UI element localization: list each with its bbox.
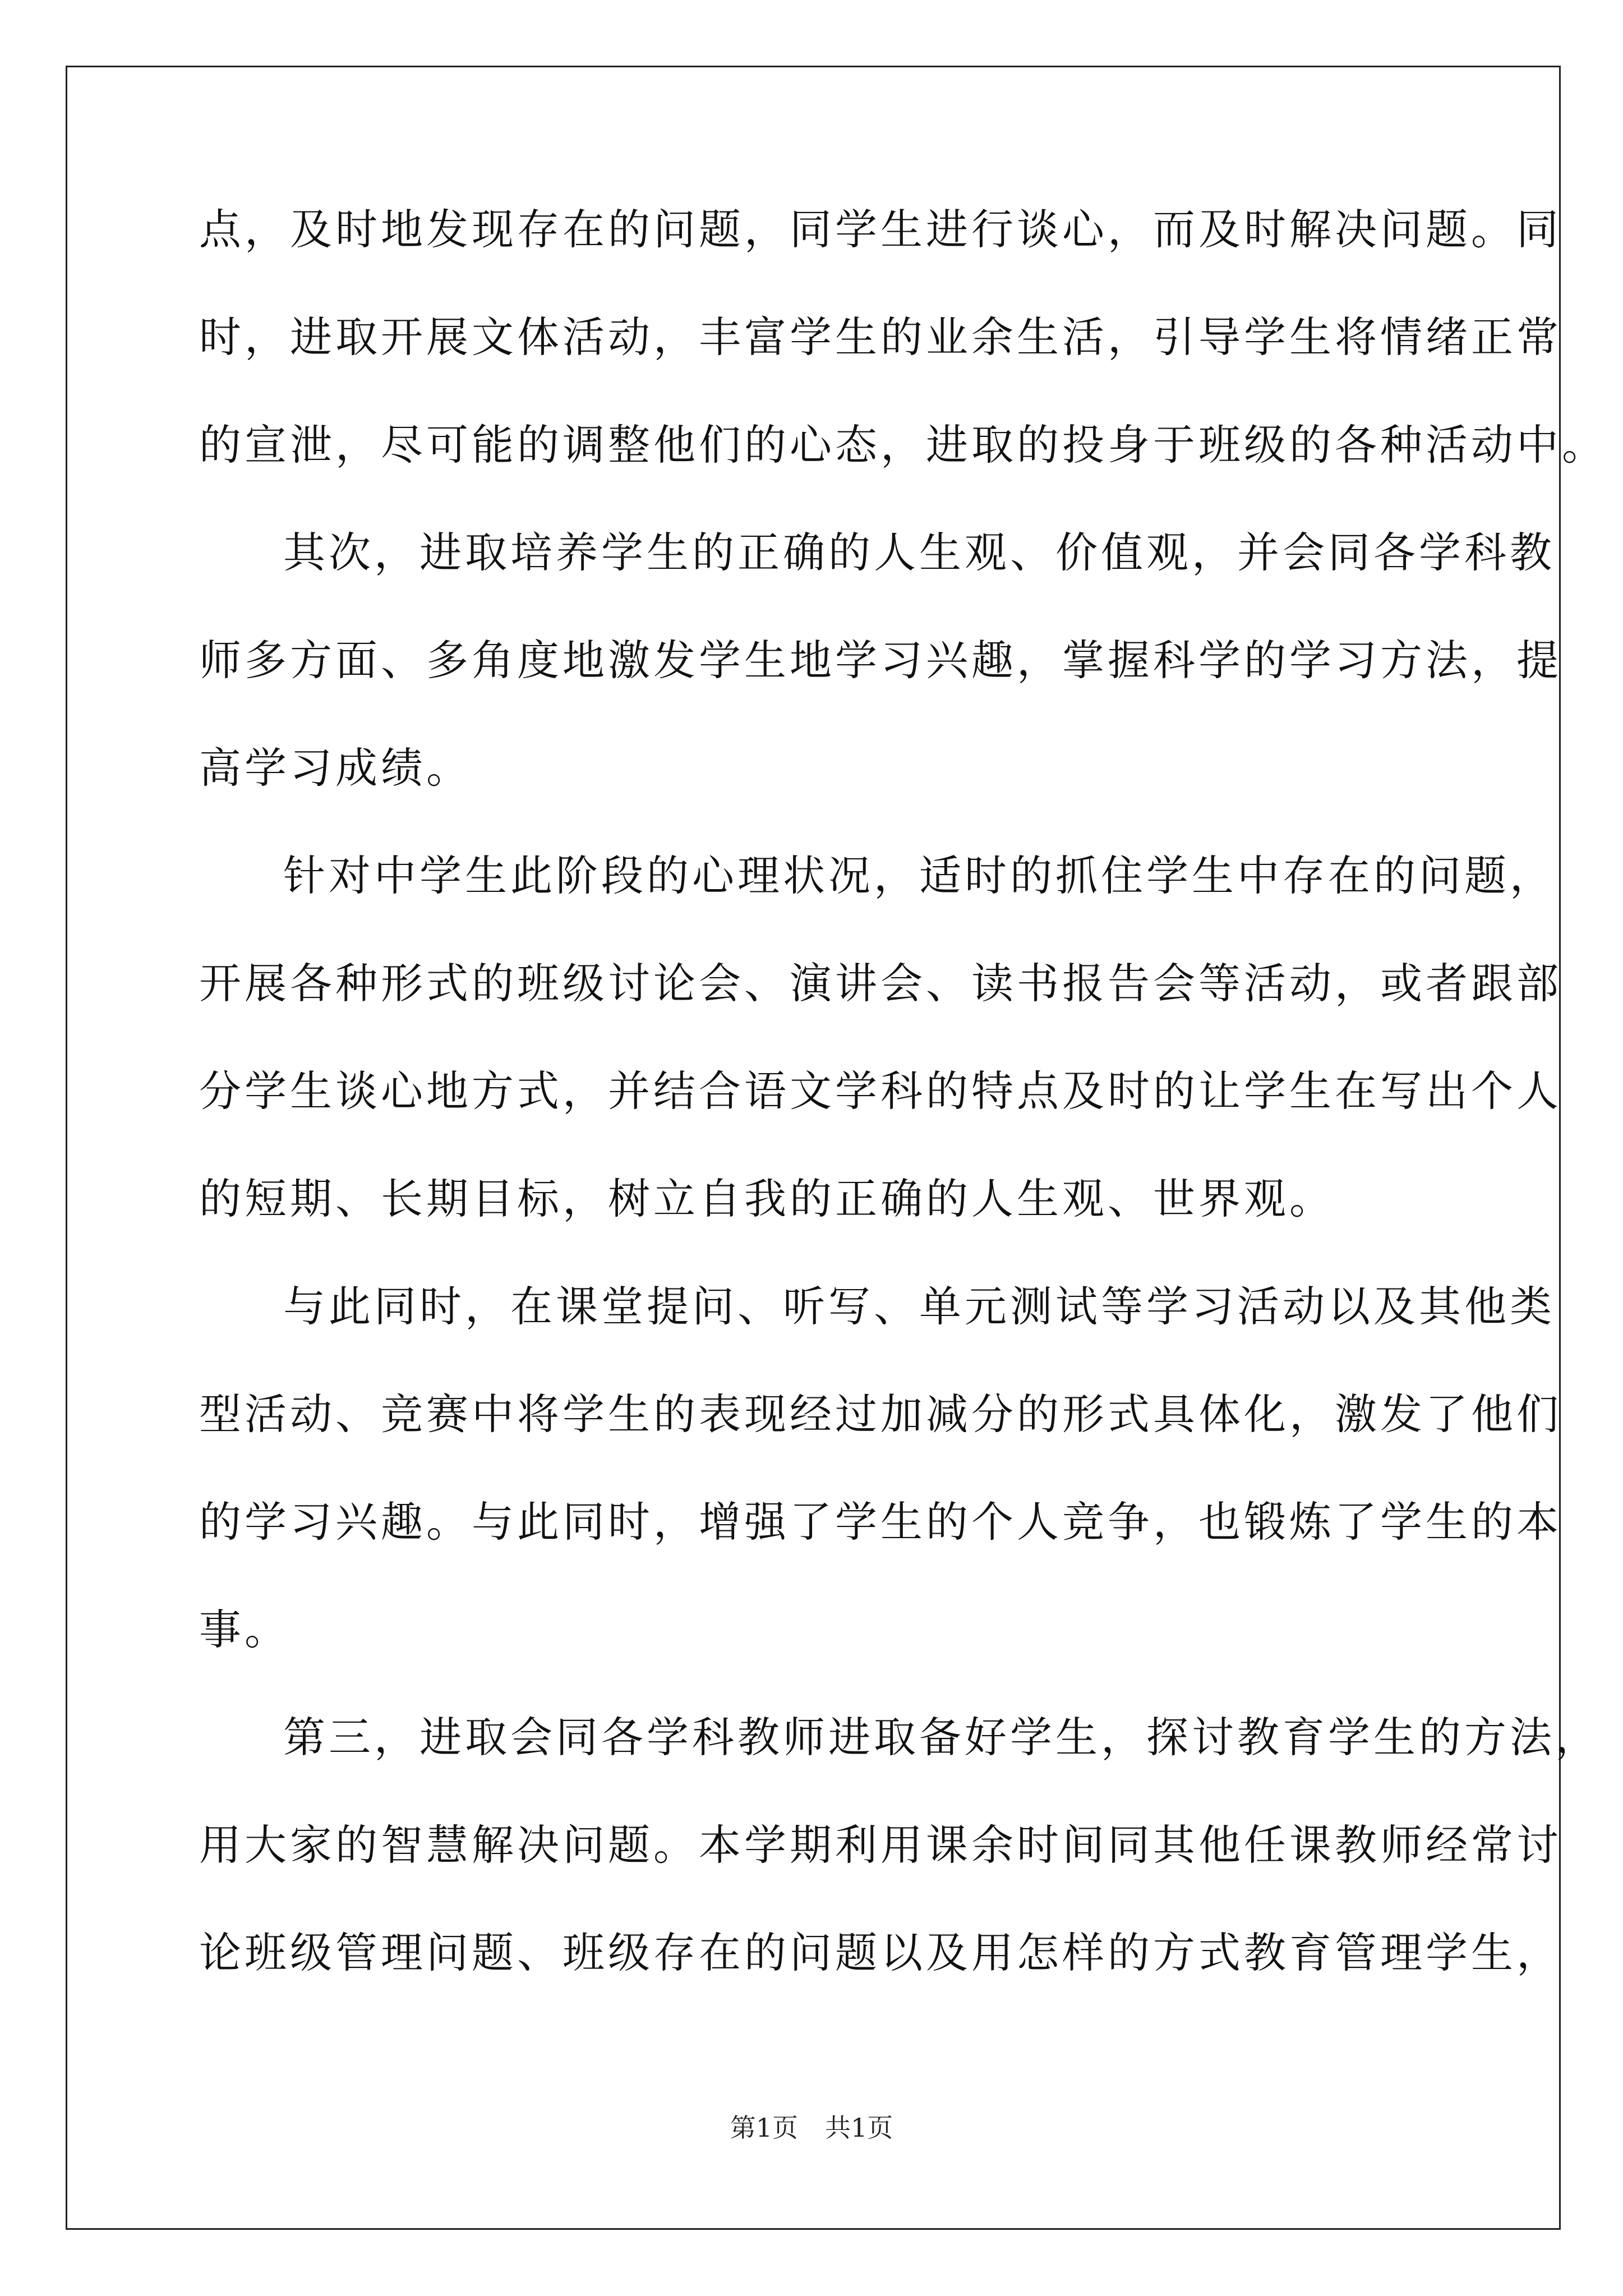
text-line: 开展各种形式的班级讨论会、演讲会、读书报告会等活动，或者跟部 xyxy=(199,959,1562,1008)
text-line: 用大家的智慧解决问题。本学期利用课余时间同其他任课教师经常讨 xyxy=(199,1820,1562,1870)
page-number-total: 共1页 xyxy=(825,2113,893,2143)
paragraph-first-line: 与此同时，在课堂提问、听写、单元测试等学习活动以及其他类 xyxy=(283,1282,1556,1331)
text-line: 点，及时地发现存在的问题，同学生进行谈心，而及时解决问题。同 xyxy=(199,205,1562,254)
text-line: 论班级管理问题、班级存在的问题以及用怎样的方式教育管理学生， xyxy=(199,1928,1562,1977)
paragraph-first-line: 针对中学生此阶段的心理状况，适时的抓住学生中存在的问题， xyxy=(283,851,1556,900)
text-line: 分学生谈心地方式，并结合语文学科的特点及时的让学生在写出个人 xyxy=(199,1066,1562,1116)
paragraph-first-line: 第三，进取会同各学科教师进取备好学生，探讨教育学生的方法， xyxy=(283,1713,1601,1762)
text-line: 高学习成绩。 xyxy=(199,743,472,793)
text-line: 的宣泄，尽可能的调整他们的心态，进取的投身于班级的各种活动中。 xyxy=(199,420,1608,470)
text-line: 时，进取开展文体活动，丰富学生的业余生活，引导学生将情绪正常 xyxy=(199,312,1562,362)
text-line: 的短期、长期目标，树立自我的正确的人生观、世界观。 xyxy=(199,1174,1335,1223)
page-number-current: 第1页 xyxy=(730,2113,798,2143)
text-line: 型活动、竞赛中将学生的表现经过加减分的形式具体化，激发了他们 xyxy=(199,1389,1562,1439)
text-line: 事。 xyxy=(199,1605,291,1654)
paragraph-first-line: 其次，进取培养学生的正确的人生观、价值观，并会同各学科教 xyxy=(283,528,1556,577)
document-body xyxy=(199,205,1608,2040)
page-footer xyxy=(0,2115,1623,2141)
text-line: 师多方面、多角度地激发学生地学习兴趣，掌握科学的学习方法，提 xyxy=(199,636,1562,685)
text-line: 的学习兴趣。与此同时，增强了学生的个人竞争，也锻炼了学生的本 xyxy=(199,1497,1562,1547)
